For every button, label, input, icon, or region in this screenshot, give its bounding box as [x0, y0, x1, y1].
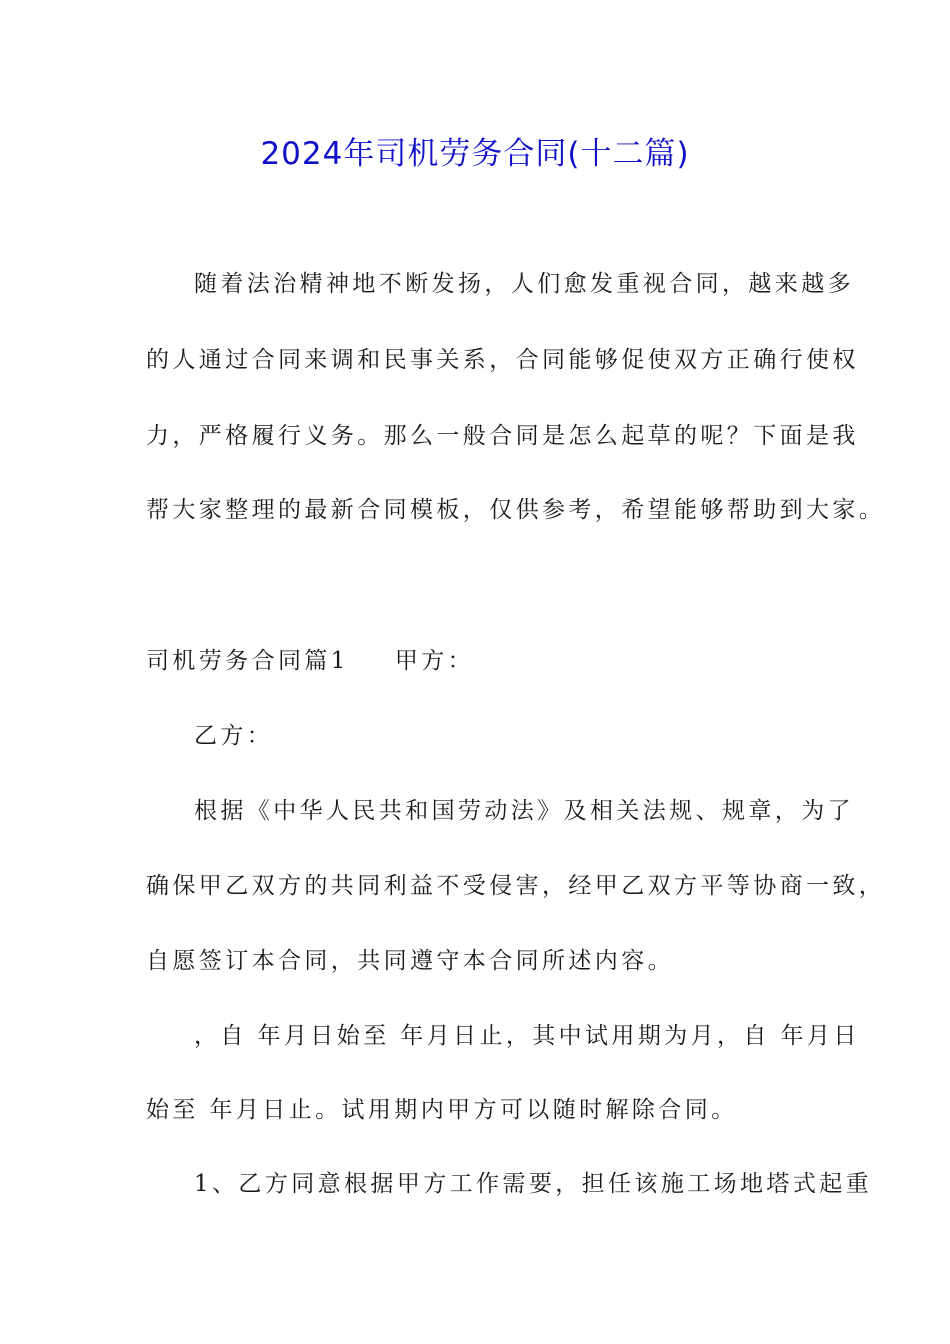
basis-line-3: 自愿签订本合同，共同遵守本合同所述内容。: [146, 948, 674, 974]
section-heading-row: [146, 645, 474, 677]
basis-line-1: 根据《中华人民共和国劳动法》及相关法规、规章，为了: [194, 798, 854, 824]
basis-line-2: 确保甲乙双方的共同利益不受侵害，经甲乙双方平等协商一致，: [146, 873, 886, 899]
intro-line-3: 力，严格履行义务。那么一般合同是怎么起草的呢？下面是我: [146, 423, 859, 449]
clause-1-line: 1、乙方同意根据甲方工作需要，担任该施工场地塔式起重: [194, 1171, 873, 1197]
party-a-label: 甲方：: [394, 648, 475, 674]
party-b-label: 乙方：: [194, 723, 274, 749]
intro-line-4: 帮大家整理的最新合同模板，仅供参考，希望能够帮助到大家。: [146, 497, 886, 523]
document-title: 2024年司机劳务合同(十二篇): [260, 136, 690, 172]
term-line-2: 始至 年月日止。试用期内甲方可以随时解除合同。: [146, 1097, 738, 1123]
section-heading: 司机劳务合同篇1: [146, 648, 349, 674]
term-line-1: ，自 年月日始至 年月日止，其中试用期为月，自 年月日: [194, 1023, 860, 1049]
intro-line-2: 的人通过合同来调和民事关系，合同能够促使双方正确行使权: [146, 347, 859, 373]
intro-line-1: 随着法治精神地不断发扬，人们愈发重视合同，越来越多: [194, 271, 854, 297]
